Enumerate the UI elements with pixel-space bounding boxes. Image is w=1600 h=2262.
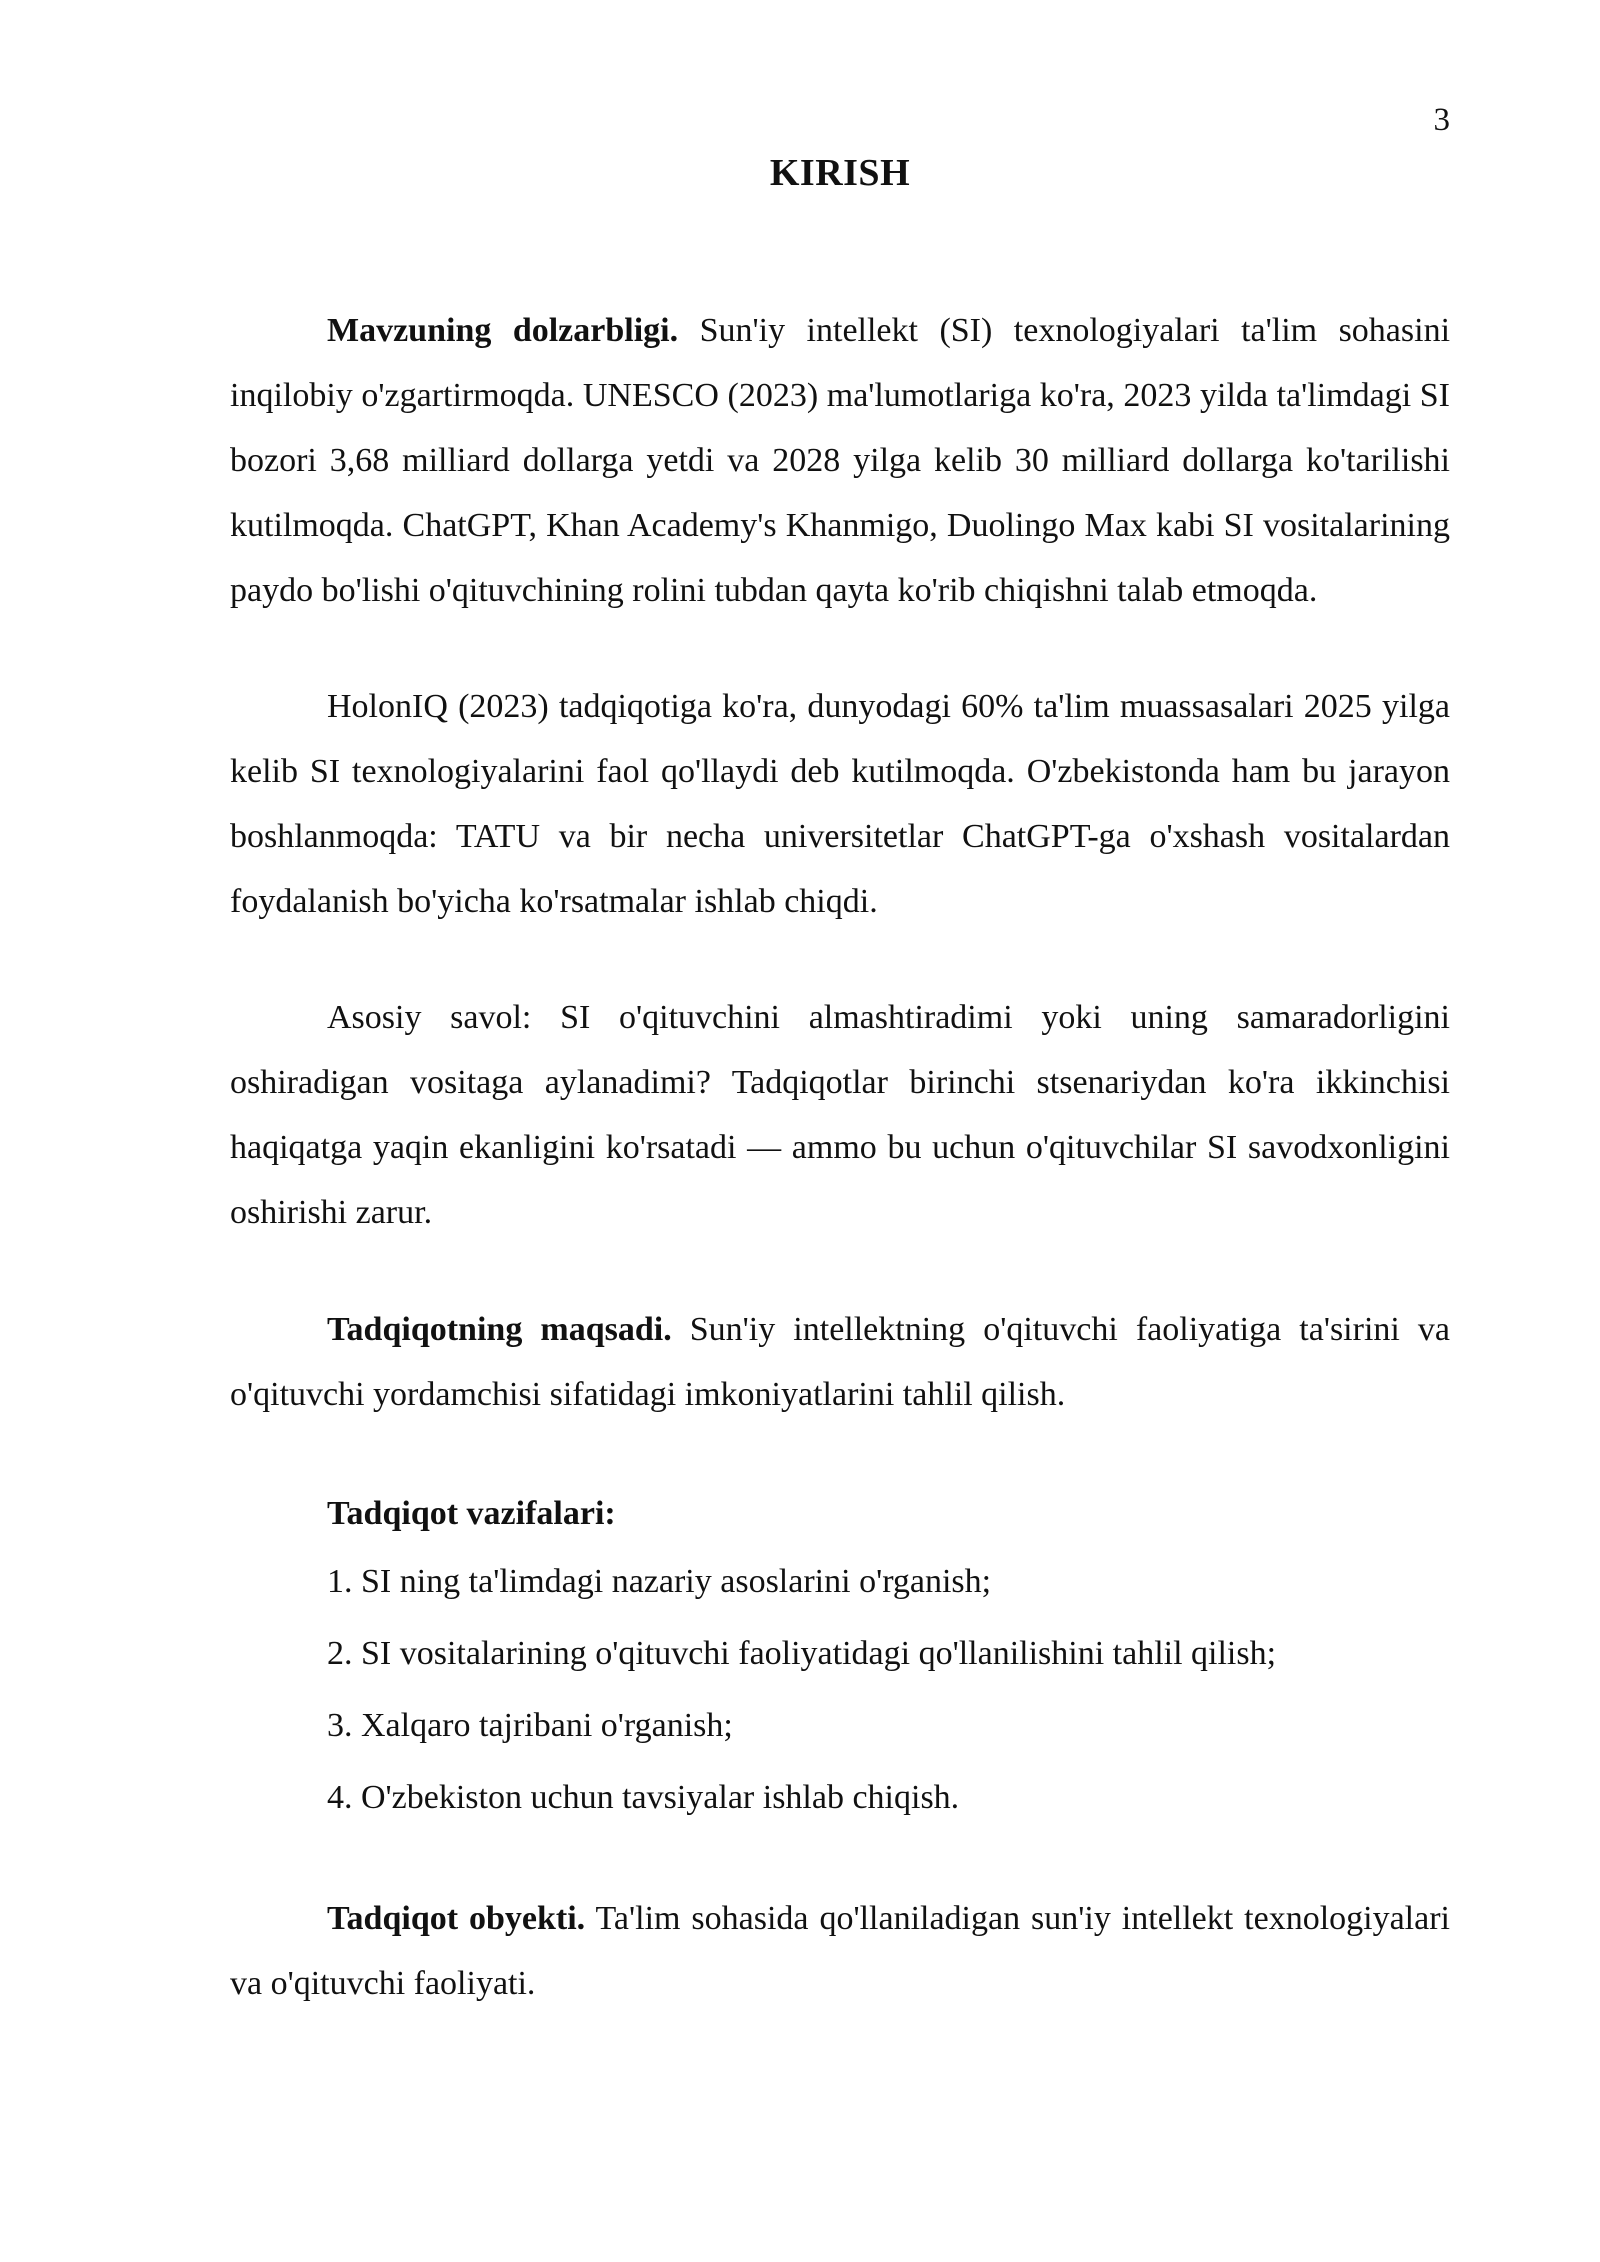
main-question-paragraph: Asosiy savol: SI o'qituvchini almashtiradimi yoki uning samaradorligini oshiradigan vositaga aylanadimi? Tadqiqotlar birinchi stsenariydan ko'ra ikkinchisi haqiqatga yaqin ekanligini ko'rsatadi — ammo bu uchun o'qituvchilar SI savodxonligini oshirishi zarur. — [230, 999, 1450, 1231]
aim-paragraph — [230, 1297, 1450, 1427]
task-item: 4. O'zbekiston uchun tavsiyalar ishlab chiqish. — [327, 1779, 960, 1816]
relevance-label: Mavzuning dolzarbligi. — [327, 312, 679, 349]
aim-text: Sun'iy intellektning o'qituvchi faoliyatiga ta'sirini va o'qituvchi yordamchisi sifatidagi imkoniyatlarini tahlil qilish. — [230, 1311, 1450, 1413]
relevance-paragraph — [230, 298, 1450, 623]
holoniq-paragraph: HolonIQ (2023) tadqiqotiga ko'ra, dunyodagi 60% ta'lim muassasalari 2025 yilga kelib SI texnologiyalarini faol qo'llaydi deb kutilmoqda. O'zbekistonda ham bu jarayon boshlanmoqda: TATU va bir necha universitetlar ChatGPT-ga o'xshash vositalardan foydalanish bo'yicha ko'rsatmalar ishlab chiqdi. — [230, 688, 1450, 920]
tasks-section — [230, 1481, 1450, 1834]
tasks-title: Tadqiqot vazifalari: — [327, 1495, 616, 1532]
section-heading: KIRISH — [769, 152, 911, 194]
object-text: Ta'lim sohasida qo'llaniladigan sun'iy intellekt texnologiyalari va o'qituvchi faoliyati. — [230, 1900, 1450, 2002]
document-body — [230, 150, 1450, 2016]
page-number: 3 — [1433, 102, 1450, 138]
task-item: 2. SI vositalarining o'qituvchi faoliyatidagi qo'llanilishini tahlil qilish; — [327, 1635, 1277, 1672]
aim-label: Tadqiqotning maqsadi. — [327, 1311, 672, 1348]
task-item: 3. Xalqaro tajribani o'rganish; — [327, 1707, 733, 1744]
object-label: Tadqiqot obyekti. — [327, 1900, 586, 1937]
relevance-text: Sun'iy intellekt (SI) texnologiyalari ta'lim sohasini inqilobiy o'zgartirmoqda. UNESCO (2023) ma'lumotlariga ko'ra, 2023 yilda ta'limdagi SI bozori 3,68 milliard dollarga yetdi va 2028 yilga kelib 30 milliard dollarga ko'tarilishi kutilmoqda. ChatGPT, Khan Academy's Khanmigo, Duolingo Max kabi SI vositalarining paydo bo'lishi o'qituvchining rolini tubdan qayta ko'rib chiqishni talab etmoqda. — [230, 312, 1451, 609]
object-paragraph — [230, 1886, 1450, 2016]
task-list — [230, 1546, 1450, 1834]
task-item: 1. SI ning ta'limdagi nazariy asoslarini o'rganish; — [327, 1563, 992, 1600]
